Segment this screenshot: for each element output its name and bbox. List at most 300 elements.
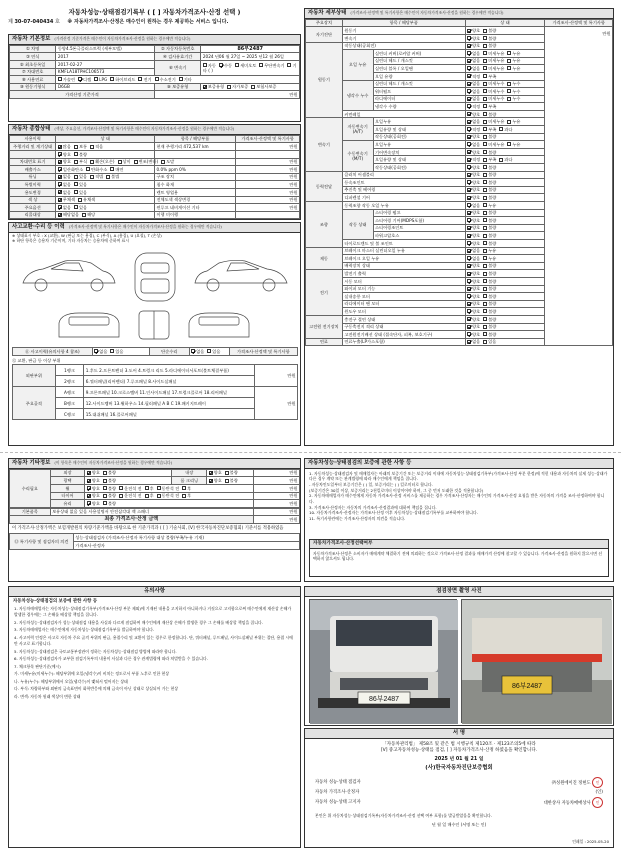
repair-unit: 만원 — [253, 492, 299, 500]
detail-item: 라디에이터 — [373, 95, 465, 103]
option-item: 있음 — [74, 182, 87, 187]
detail-item: 추진축 및 베어링 — [342, 186, 465, 194]
option-item: 불량 — [483, 279, 496, 284]
option-item: 누유 — [483, 248, 496, 253]
checkbox-icon — [58, 205, 62, 209]
checkbox-icon — [483, 272, 487, 276]
checkbox-icon — [118, 160, 122, 164]
fuel-label: ⑧ 사용연료 — [10, 76, 56, 84]
option-item: 있음 — [110, 349, 123, 354]
checkbox-icon — [467, 44, 471, 48]
option-item: 없음 — [191, 349, 204, 354]
general-row-label: 차대번호 표기 — [10, 158, 56, 166]
seal-icon: 인 — [592, 777, 603, 788]
option-item: 불량 — [483, 210, 496, 215]
detail-item: 등속조인트 — [342, 179, 465, 187]
checkbox-icon — [467, 340, 471, 344]
general-row-state — [56, 181, 155, 189]
option-item: 없음 — [467, 51, 480, 56]
caution-item: 6. 자동차성능·상태점검자가 교부한 점검기록부의 내용이 사실과 다른 경우 관계법령에 따라 처벌받을 수 있습니다. — [14, 656, 208, 662]
option-item: 불량 — [483, 43, 496, 48]
option-item: 불량 — [483, 134, 496, 139]
option-item: 누수 — [507, 89, 520, 94]
exchange-rank: 1랭크 — [55, 365, 84, 376]
checkbox-icon — [467, 241, 471, 245]
option-item: 불량 — [483, 241, 496, 246]
general-row-label: 색 상 — [10, 196, 56, 204]
option-item: 운전석 전 — [119, 493, 142, 498]
checkbox-icon — [161, 160, 165, 164]
basic-info-table — [9, 45, 300, 99]
checkbox-icon — [110, 77, 114, 81]
checkbox-icon — [483, 332, 487, 336]
option-item: 없음 — [467, 203, 480, 208]
detail-item: 오일유량 및 상태 — [373, 156, 465, 164]
checkbox-icon — [483, 256, 487, 260]
detail-state-table — [305, 19, 613, 347]
option-item: 없음 — [467, 248, 480, 253]
checkbox-icon — [483, 279, 487, 283]
checkbox-icon — [467, 120, 471, 124]
accident-history-label: ⑪ 사고이력(유의사항 4 참조) — [13, 348, 93, 356]
detail-row — [306, 27, 613, 35]
exchange-area — [12, 357, 298, 420]
general-row — [10, 158, 300, 166]
checkbox-icon — [483, 66, 487, 70]
option-item: 양호 — [467, 225, 480, 230]
checkbox-icon — [483, 249, 487, 253]
checkbox-icon — [467, 196, 471, 200]
detail-item: 동력조향 작동 오일 누유 — [342, 202, 465, 210]
option-item: 양호 — [467, 112, 480, 117]
basic-info-section — [8, 34, 301, 122]
detail-item: 고전원전기배선 상태 (접속단자, 피복, 보호기구) — [342, 331, 465, 339]
checkbox-icon — [507, 82, 511, 86]
detail-state — [465, 209, 545, 217]
option-item: 과다 — [499, 157, 512, 162]
option-item: 누유 — [483, 256, 496, 261]
detail-state — [465, 331, 545, 339]
caution-item: 라. 변색: 자동차 원래 색상이 변한 상태 — [14, 693, 81, 699]
signature-value: 대한상사 자동차매매상사 인 — [544, 797, 603, 808]
detail-item: 브레이크 오일 누유 — [342, 255, 465, 263]
general-row-price: 만원 — [236, 158, 300, 166]
option-item: 양호 — [467, 43, 480, 48]
detail-item: 실린더 커버(로커암 커버) — [373, 50, 465, 58]
checkbox-icon — [74, 145, 78, 149]
detail-item: 오일누유 — [373, 118, 465, 126]
detail-sub-label: 작동 상태 — [342, 209, 373, 239]
signature-date: 2025 년 01 월 21 일 — [434, 757, 484, 762]
caution-item: 다. 부식: 차량하부와 외판의 금속표면이 화학반응에 의해 금속이 아닌 상태로 상실되어 가는 현상 — [14, 686, 178, 692]
detail-item: 오일 유량 — [373, 72, 465, 80]
general-row-item: 이행 미이행 — [154, 211, 235, 219]
checkbox-icon — [157, 486, 161, 490]
final-price-label: 최종 가격조사·산정 금액 — [10, 516, 254, 524]
detail-item: 배력장치 상태 — [342, 262, 465, 270]
option-item: 없음 — [58, 182, 71, 187]
option-item: 있음 — [74, 190, 87, 195]
basic-items-unit: 만원 — [253, 508, 299, 516]
option-item: 불량 — [483, 112, 496, 117]
detail-state — [465, 270, 545, 278]
detail-item: 충전구 절연 상태 — [342, 315, 465, 323]
checkbox-icon — [467, 127, 471, 131]
checkbox-icon — [90, 145, 94, 149]
exchange-rank: C랭크 — [55, 409, 84, 420]
repair-unit: 만원 — [253, 484, 299, 492]
special-notes-table — [9, 533, 300, 550]
option-item: 후 — [145, 486, 154, 491]
warranty-type-options — [201, 83, 300, 91]
general-row-price — [236, 211, 300, 219]
repair-table — [9, 469, 300, 508]
option-item: 탄화수소 — [86, 167, 107, 172]
general-head-price: 가격조사·산정액 및 특기사항 — [236, 135, 300, 143]
warranty-item: 1. 자동차성능·상태점검자 및 매매업자는 아래의 보증기간 또는 보증거리 이내에 자동차성능·상태점검기록부(가격조사·산정 부분 한정)에 적힌 내용과 자동차의 실제 성능·상태가 다른 경우 계약 또는 관계법령에 따라 매수인에게 책임을 집니다. — [309, 470, 608, 482]
repair-item-state — [85, 484, 253, 492]
option-item: 양호 — [467, 165, 480, 170]
warranty-item: 10. 자동차가격조사·산정자는 가격조사·산정 이후 자동차성능·상태점검기록부를 교부하여야 합니다. — [309, 510, 478, 516]
detail-state — [465, 277, 545, 285]
detail-state — [465, 186, 545, 194]
option-item: 적정 — [467, 74, 480, 79]
option-item: 불량 — [483, 324, 496, 329]
option-item: 누유 — [507, 142, 520, 147]
option-item: 불량 — [103, 478, 116, 483]
option-item: 적정 — [467, 104, 480, 109]
detail-state — [465, 50, 545, 58]
checkbox-icon — [483, 158, 487, 162]
repair-item-label: 타이어 — [50, 492, 85, 500]
checkbox-icon — [467, 165, 471, 169]
detail-state — [465, 308, 545, 316]
option-item: 양호 — [467, 332, 480, 337]
car-diagram-area — [17, 249, 293, 305]
checkbox-icon — [191, 349, 195, 353]
option-item: 불량 — [225, 478, 238, 483]
checkbox-icon — [467, 264, 471, 268]
detail-state — [465, 34, 545, 42]
detail-sub-label: 자동변속기 (A/T) — [342, 118, 373, 141]
accident-price-label: 가격조사·산정액 및 특기사항 — [229, 348, 297, 356]
option-item: 양호 — [209, 478, 222, 483]
option-item: 없음 — [467, 66, 480, 71]
caution-item: 3. 자동차매매업자는 매수인에게 자동차성능·상태점검기록부를 발급하여야 합니다. — [14, 627, 155, 633]
checkbox-icon — [467, 302, 471, 306]
option-item: 가솔린 — [58, 77, 75, 82]
detail-unit: 만원 — [545, 27, 613, 346]
general-row — [10, 211, 300, 219]
checkbox-icon — [467, 150, 471, 154]
option-item: 자가보증 — [227, 84, 248, 89]
checkbox-icon — [251, 85, 255, 89]
exchange-row — [13, 365, 298, 376]
signature-role: 자동차 가격조사·산정자 — [315, 789, 360, 795]
option-item: 누유 — [507, 66, 520, 71]
checkbox-icon — [90, 160, 94, 164]
option-item: 없음 — [467, 142, 480, 147]
option-item: 적음 — [90, 144, 103, 149]
general-row-item: 현재 주행거리 472,537 km — [154, 143, 235, 151]
option-item: 양호 — [467, 172, 480, 177]
option-item: 있음 — [74, 174, 87, 179]
repair-unit: 만원 — [253, 469, 299, 477]
exchange-rank: A랭크 — [55, 387, 84, 398]
general-row-item: 전체도색 색상변경 — [154, 196, 235, 204]
option-item: 누유 — [483, 203, 496, 208]
warranty-type-label: ⑨ 보증유형 — [154, 83, 200, 91]
photo-section — [304, 586, 614, 726]
exchange-items: 6.쿼터패널(리어펜더) 7.루프패널 8.사이드실패널 — [84, 376, 255, 387]
detail-item: 와이퍼 모터 기능 — [342, 285, 465, 293]
transmission-label: ⑥ 변속기 — [154, 60, 200, 75]
warranty-item: 2. 자동차매매업자가 매수인에게 자동차 가격조사·산정 서비스를 제공하는 경우 가격조사·산정자는 매수인의 가격조사·산정 요청을 받은 자동차의 가격을 조사·산정하여야 합니다. — [309, 493, 605, 505]
detail-group-label: 조향 — [306, 202, 343, 248]
option-item: 미세누유 — [483, 51, 504, 56]
detail-state — [465, 338, 545, 346]
option-item: 양호 — [467, 271, 480, 276]
detail-state — [465, 217, 545, 225]
option-item: 없음 — [467, 58, 480, 63]
option-item: 불법 — [106, 174, 119, 179]
exchange-title: ⑫ 교환, 판금 등 이상 부위 — [12, 358, 61, 363]
checkbox-icon — [507, 142, 511, 146]
checkbox-icon — [483, 89, 487, 93]
repair-row — [10, 492, 300, 500]
option-item: 양호 — [467, 301, 480, 306]
exchange-items: 1.후드 2.프론트펜더 3.도어 4.트렁크 리드 5.라디에이터서포트(볼트체결부품) — [84, 365, 255, 376]
form-number-suffix: 호 — [54, 19, 60, 25]
general-row — [10, 166, 300, 174]
detail-item: 구동축전지 격리 상태 — [342, 323, 465, 331]
checkbox-icon — [467, 180, 471, 184]
checkbox-icon — [467, 104, 471, 108]
checkbox-icon — [467, 294, 471, 298]
checkbox-icon — [87, 471, 91, 475]
checkbox-icon — [207, 349, 211, 353]
general-row-label: 주행거리 및 계기상태 — [10, 143, 56, 151]
checkbox-icon — [94, 349, 98, 353]
checkbox-icon — [467, 279, 471, 283]
option-item: 불량 — [483, 332, 496, 337]
detail-state — [465, 247, 545, 255]
special-notes-pricer: 가격조사·산정자 — [73, 542, 299, 550]
option-item: 양호 — [467, 263, 480, 268]
warranty-section — [304, 458, 614, 582]
checkbox-icon — [483, 142, 487, 146]
detail-state — [465, 118, 545, 126]
other-info-header: 자동차 기타정보 (이 항목은 매수인이 자동차가격조사·산정을 원하는 경우에만 적습니다) — [9, 459, 300, 469]
detail-state — [465, 315, 545, 323]
checkbox-icon — [507, 97, 511, 101]
checkbox-icon — [155, 77, 159, 81]
form-number-label: 제 — [8, 19, 13, 25]
repair-item-state — [85, 492, 253, 500]
option-item: 양호 — [467, 134, 480, 139]
inspection-valid-value: 2024 년06 월 27일 ~ 2025 년12 월 26일 — [201, 53, 300, 61]
general-row-item: 구조 장치 — [154, 173, 235, 181]
repair-item-label: 외장 — [50, 469, 85, 477]
detail-state — [465, 202, 545, 210]
repair-item2-label: 내장 — [172, 469, 207, 477]
detail-head-price: 가격조사·산정액 및 특기사항 — [545, 19, 613, 27]
detail-item: 실린더 헤드 / 개스킷 — [373, 57, 465, 65]
receive-signature-line: 년 월 일 매수인 (서명 또는 인) — [431, 821, 487, 827]
repair-row — [10, 500, 300, 508]
general-row-state — [56, 173, 155, 181]
detail-item: 윈도우 모터 — [342, 308, 465, 316]
plate-number: 86부2487 — [201, 45, 300, 53]
checkbox-icon — [483, 82, 487, 86]
option-item: 불량 — [103, 470, 116, 475]
checkbox-icon — [467, 325, 471, 329]
option-item: 불량 — [483, 271, 496, 276]
checkbox-icon — [467, 142, 471, 146]
car-front-rear-area — [39, 307, 269, 343]
option-item: 불량 — [483, 150, 496, 155]
general-row-price: 만원 — [236, 196, 300, 204]
signature-role: 자동차 성능·상태 고지자 — [315, 799, 361, 805]
option-item: 불량 — [225, 470, 238, 475]
option-item: 상이 — [118, 159, 131, 164]
final-price-unit: 만원 — [253, 516, 299, 524]
checkbox-icon — [483, 112, 487, 116]
option-item: 양호 — [467, 195, 480, 200]
first-reg-label: ⑤ 최초등록일 — [10, 60, 56, 68]
motor-value: D6GB — [56, 83, 155, 91]
truck-front-photo-icon — [310, 600, 458, 724]
detail-state — [465, 239, 545, 247]
checkbox-icon — [74, 205, 78, 209]
option-item: 불량 — [483, 263, 496, 268]
checkbox-icon — [87, 479, 91, 483]
detail-item: 작동상태(공회전) — [342, 42, 465, 50]
general-row-item: 0.0% ppm 0% — [154, 166, 235, 174]
checkbox-icon — [507, 120, 511, 124]
car-front-icon — [59, 313, 119, 337]
simple-repair-label: 단순수리 — [149, 348, 189, 356]
checkbox-icon — [179, 77, 183, 81]
checkbox-icon — [103, 479, 107, 483]
option-item: 미세누유 — [483, 66, 504, 71]
detail-item: 냉각수 수량 — [373, 103, 465, 111]
checkbox-icon — [58, 152, 62, 156]
detail-item: 실내송풍 모터 — [342, 293, 465, 301]
option-item: 양호 — [58, 159, 71, 164]
checkbox-icon — [467, 256, 471, 260]
option-item: 양호 — [467, 36, 480, 41]
checkbox-icon — [58, 175, 62, 179]
general-row-label — [10, 150, 56, 158]
detail-state — [465, 262, 545, 270]
checkbox-icon — [467, 51, 471, 55]
caution-item: 1. 자동차매매업자는 자동차성능·상태점검기록부(가격조사·산정 부분 제외)에 기재된 내용을 고지하지 아니하거나 거짓으로 고지함으로써 매수인에게 재산상 손해가 발생한 경우에는 그 손해를 배상할 책임을 집니다. — [14, 606, 292, 618]
caution-subtitle: 자동차성능·상태점검의 보증에 관한 사항 등 — [13, 598, 98, 604]
receive-text: 본인은 위 자동차성능·상태점검기록부(자동차가격조사·산정 선택 여부 포함)를 발급받았음을 확인합니다. — [315, 813, 493, 819]
option-item: 디젤 — [78, 77, 91, 82]
base-price-unit: 만원 — [154, 91, 299, 99]
checkbox-icon — [467, 29, 471, 33]
detail-item: 변속기 — [342, 34, 465, 42]
detail-state — [465, 88, 545, 96]
detail-item: 파워고압호스 — [373, 232, 465, 240]
checkbox-icon — [235, 63, 239, 67]
signature-rows — [305, 772, 613, 813]
detail-item: 작동상태(공회전) — [373, 164, 465, 172]
checkbox-icon — [483, 173, 487, 177]
detail-sub-label: 수동변속기 (M/T) — [342, 141, 373, 171]
car-name-label: ① 차명 — [10, 45, 56, 53]
option-item: 불량 — [483, 294, 496, 299]
caution-item: 2. 자동차성능·상태점검자가 성능·상태점검 내용을 사실과 다르게 점검하여 매수인에게 재산상 손해가 발생한 경우 그 손해를 배상할 책임을 집니다. — [14, 619, 263, 625]
option-item: 적법 — [90, 174, 103, 179]
caution-section — [8, 586, 301, 848]
general-row-price: 만원 — [236, 173, 300, 181]
caution-item: 7. 체크항목 판단기준(예시) — [14, 663, 61, 669]
motor-label: ⑩ 원동기형식 — [10, 83, 56, 91]
checkbox-icon — [90, 175, 94, 179]
general-row-item: 썬루프 네비게이션 기타 — [154, 204, 235, 212]
option-item: LPG — [94, 77, 107, 82]
detail-state — [465, 232, 545, 240]
option-item: 누유 — [507, 58, 520, 63]
checkbox-icon — [203, 85, 207, 89]
checkbox-icon — [103, 494, 107, 498]
option-item: 불량 — [103, 486, 116, 491]
checkbox-icon — [467, 218, 471, 222]
checkbox-icon — [87, 486, 91, 490]
checkbox-icon — [467, 203, 471, 207]
checkbox-icon — [483, 180, 487, 184]
detail-item: 오일유량 및 상태 — [373, 126, 465, 134]
checkbox-icon — [483, 74, 487, 78]
option-item: 전기 — [138, 77, 151, 82]
option-item: 불량 — [483, 172, 496, 177]
general-row — [10, 143, 300, 151]
option-item: 양호 — [467, 150, 480, 155]
option-item: 없음 — [467, 256, 480, 261]
checkbox-icon — [467, 272, 471, 276]
checkbox-icon — [467, 112, 471, 116]
car-rear-icon — [189, 313, 249, 337]
option-item: 불량 — [483, 195, 496, 200]
accident-legend — [9, 233, 300, 245]
option-item: 유채색 — [78, 197, 95, 202]
detail-state — [465, 171, 545, 179]
detail-state — [465, 224, 545, 232]
detail-group-label: 고전원 전기장치 — [306, 315, 343, 338]
accident-header: 사고교환·수리 등 이력 (가격조사·산정액 및 특기사항은 매수인이 자동차가격조사·산정을 원하는 경우에만 적습니다) — [9, 223, 300, 233]
checkbox-icon — [483, 59, 487, 63]
checkbox-icon — [467, 97, 471, 101]
car-side-left-icon — [23, 260, 115, 291]
detail-group-label: 자기진단 — [306, 27, 343, 42]
option-item: 변조(변타) — [134, 159, 158, 164]
warranty-item: 3. 가격조사·산정자는 자동차의 가격조사·산정결과에 대하여 책임을 집니다. — [309, 504, 437, 510]
option-item: 불량 — [483, 233, 496, 238]
caution-header: 유의사항 — [9, 587, 300, 597]
basic-items-value: 보유상태 없음 있음 사용설명서 안전삼각대 잭 스패너 — [50, 508, 253, 516]
checkbox-icon — [467, 332, 471, 336]
checkbox-icon — [110, 167, 114, 171]
detail-item: 기어변속장치 — [373, 148, 465, 156]
service-notice: ※ 자동차가격조사·산정은 매수인이 원하는 경우 제공하는 서비스 입니다. — [67, 19, 229, 25]
repair-item2-state — [207, 469, 253, 477]
exchange-rank: B랭크 — [55, 398, 84, 409]
checkbox-icon — [58, 77, 62, 81]
option-item: 양호 — [87, 486, 100, 491]
